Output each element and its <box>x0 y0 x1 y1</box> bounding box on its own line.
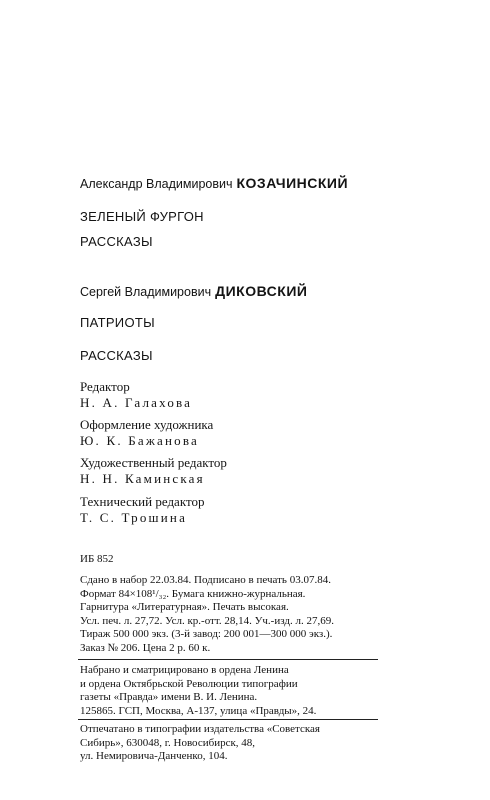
credit-role: Художественный редактор <box>80 455 227 470</box>
imprint-block <box>80 574 334 656</box>
printed-at-line: ул. Немировича-Данченко, 104. <box>80 750 228 763</box>
credit-role: Технический редактор <box>80 494 205 509</box>
printed-at-line: Сибирь», 630048, г. Новосибирск, 48, <box>80 736 256 749</box>
credit-editor <box>80 379 192 411</box>
book1-genre: РАССКАЗЫ <box>80 234 153 249</box>
printer-line: 125865. ГСП, Москва, А-137, улица «Правды», 24. <box>80 704 317 717</box>
imprint-line: Тираж 500 000 экз. (3-й завод: 200 001—300 000 экз.). <box>80 628 333 641</box>
book1-author-name: Александр Владимирович <box>80 177 233 191</box>
book2-title: ПАТРИОТЫ <box>80 315 155 330</box>
imprint-line: Заказ № 206. Цена 2 р. 60 к. <box>80 641 211 654</box>
imprint-line: Сдано в набор 22.03.84. Подписано в печать 03.07.84. <box>80 574 331 586</box>
credit-person: Т. С. Трошина <box>80 510 188 525</box>
book2-author-surname: ДИКОВСКИЙ <box>215 283 308 299</box>
printed-at-block <box>80 723 320 764</box>
divider <box>78 719 378 720</box>
printer-block <box>80 664 316 718</box>
book2-genre: РАССКАЗЫ <box>80 348 153 363</box>
imprint-line: Формат 84×108¹/₃₂. Бумага книжно-журнальная. <box>80 587 306 600</box>
printer-line: и ордена Октябрьской Революции типографии <box>80 677 298 690</box>
credit-person: Н. Н. Каминская <box>80 471 205 486</box>
credit-designer <box>80 417 213 449</box>
credit-art-editor <box>80 455 227 487</box>
book1-title: ЗЕЛЕНЫЙ ФУРГОН <box>80 209 204 224</box>
imprint-line: Усл. печ. л. 27,72. Усл. кр.-отт. 28,14. Уч.-изд. л. 27,69. <box>80 614 334 627</box>
credit-person: Ю. К. Бажанова <box>80 433 200 448</box>
book1-author <box>80 175 348 193</box>
printed-at-line: Отпечатано в типографии издательства «Советская <box>80 723 320 735</box>
imprint-line: Гарнитура «Литературная». Печать высокая. <box>80 601 289 614</box>
credit-person: Н. А. Галахова <box>80 395 193 410</box>
printer-line: Набрано и сматрицировано в ордена Ленина <box>80 664 289 676</box>
printer-line: газеты «Правда» имени В. И. Ленина. <box>80 691 258 704</box>
credit-tech-editor <box>80 494 204 526</box>
book2-author-name: Сергей Владимирович <box>80 285 212 299</box>
book2-author <box>80 283 307 301</box>
credit-role: Редактор <box>80 379 130 394</box>
credit-role: Оформление художника <box>80 417 214 432</box>
book1-author-surname: КОЗАЧИНСКИЙ <box>236 175 349 191</box>
ib-number: ИБ 852 <box>80 553 114 565</box>
divider <box>78 659 378 660</box>
